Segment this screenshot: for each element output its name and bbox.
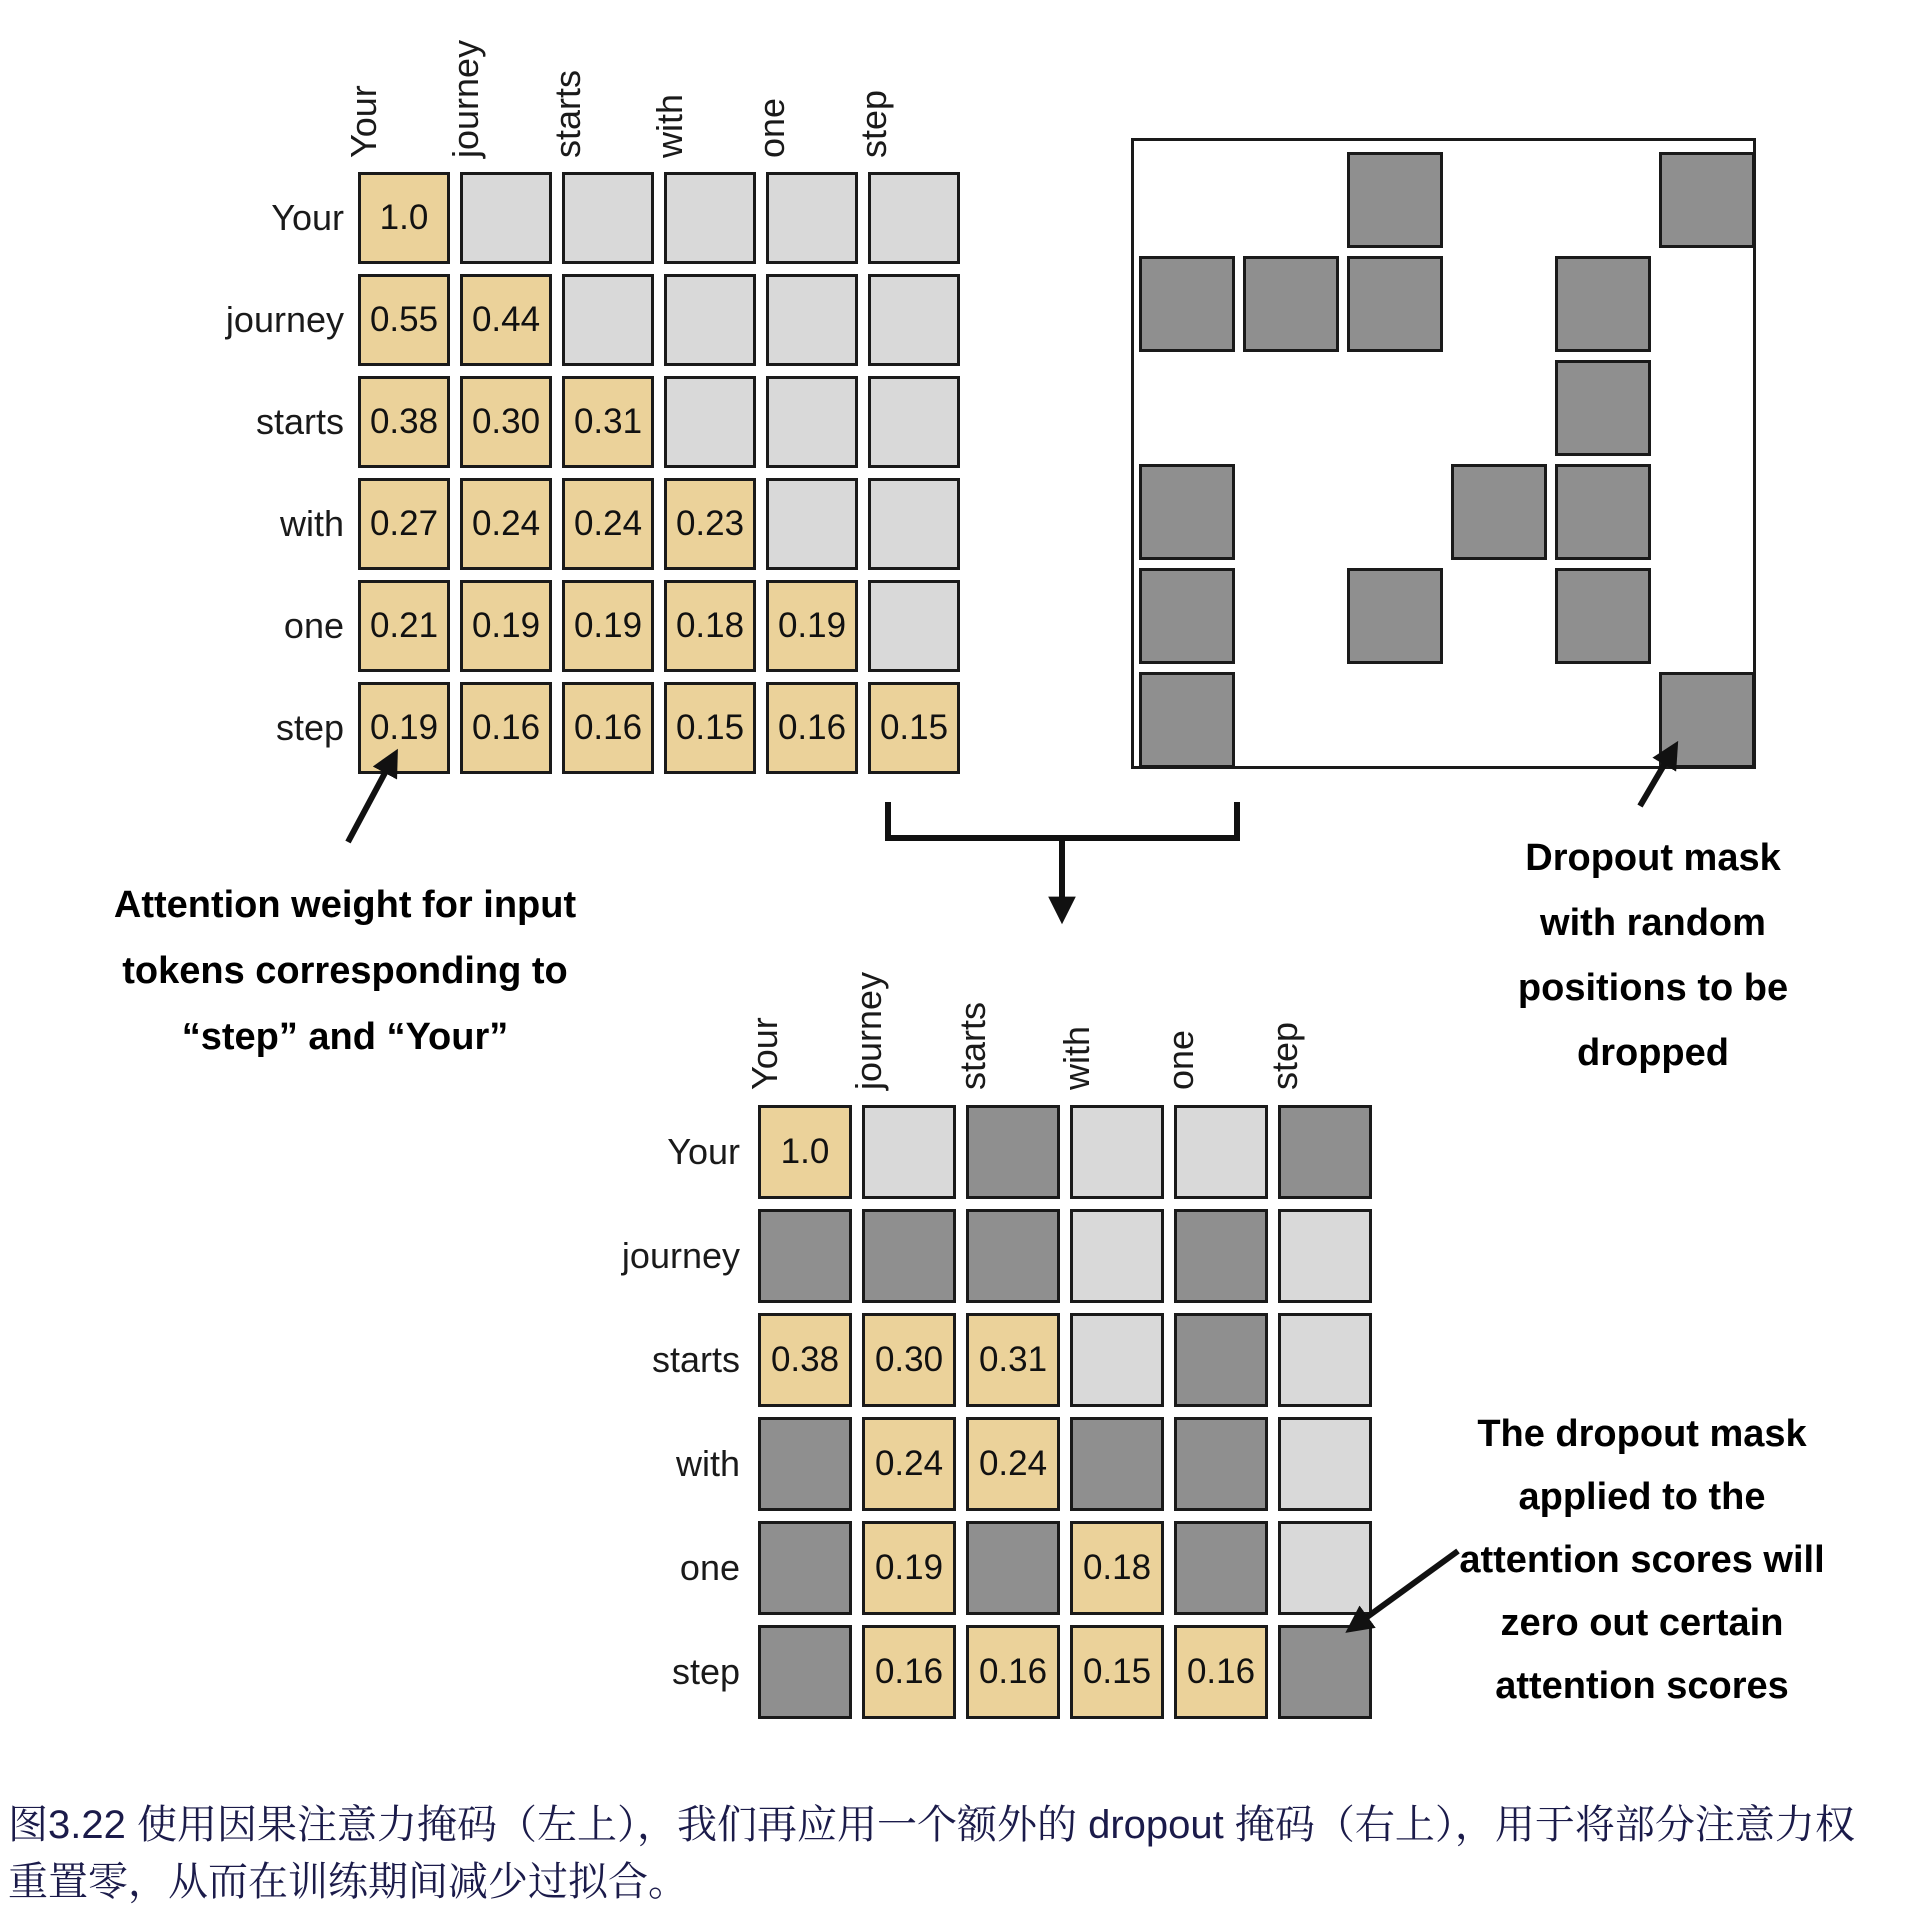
- matrix-cell-your-step: [868, 172, 960, 264]
- annotation-applied-line-1: The dropout mask: [1477, 1413, 1807, 1455]
- row-label-one: one: [283, 605, 344, 646]
- dropout-cell-r4-c0: [1139, 568, 1235, 664]
- column-label-with: with: [1056, 1025, 1097, 1090]
- annotation-applied-line-3: attention scores will: [1459, 1539, 1825, 1581]
- dropout-cell-r5-c0: [1139, 672, 1235, 768]
- dropout-cell-r1-c2: [1347, 256, 1443, 352]
- matrix-cell-with-starts: 0.24: [562, 478, 654, 570]
- matrix-cell-your-one: [1174, 1105, 1268, 1199]
- matrix-cell-with-step: [1278, 1417, 1372, 1511]
- matrix-cell-journey-step: [1278, 1209, 1372, 1303]
- matrix-cell-step-starts: 0.16: [562, 682, 654, 774]
- row-label-with: with: [675, 1443, 740, 1484]
- row-label-journey: journey: [621, 1235, 740, 1276]
- applied-mask-annotation: [1407, 1403, 1877, 1718]
- dropout-cell-r4-c4: [1555, 568, 1651, 664]
- matrix-cell-journey-your: [758, 1209, 852, 1303]
- row-label-your: Your: [667, 1131, 740, 1172]
- matrix-cell-your-journey: [862, 1105, 956, 1199]
- annotation-dropout-line-1: Dropout mask: [1525, 837, 1781, 879]
- column-label-your: Your: [343, 85, 384, 158]
- matrix-cell-with-step: [868, 478, 960, 570]
- matrix-cell-your-your: 1.0: [758, 1105, 852, 1199]
- annotation-dropout-line-2: with random: [1540, 902, 1766, 944]
- matrix-cell-step-with: 0.15: [664, 682, 756, 774]
- dropout-cell-r1-c1: [1243, 256, 1339, 352]
- row-label-journey: journey: [225, 299, 344, 340]
- matrix-cell-with-one: [1174, 1417, 1268, 1511]
- matrix-cell-one-starts: 0.19: [562, 580, 654, 672]
- column-label-with: with: [649, 93, 690, 158]
- dropout-mask-annotation: [1423, 826, 1883, 1086]
- annotation-attention-line-1: Attention weight for input: [113, 884, 577, 926]
- annotation-applied-line-4: zero out certain: [1500, 1602, 1784, 1644]
- matrix-cell-starts-your: 0.38: [358, 376, 450, 468]
- dropout-cell-r2-c4: [1555, 360, 1651, 456]
- matrix-cell-starts-step: [868, 376, 960, 468]
- row-label-with: with: [279, 503, 344, 544]
- matrix-cell-journey-journey: [862, 1209, 956, 1303]
- dropout-mask-box: [1131, 138, 1756, 769]
- row-label-your: Your: [271, 197, 344, 238]
- column-label-step: step: [1264, 1021, 1305, 1090]
- matrix-cell-your-starts: [562, 172, 654, 264]
- matrix-cell-with-journey: 0.24: [460, 478, 552, 570]
- dropout-cell-r1-c0: [1139, 256, 1235, 352]
- matrix-cell-step-journey: 0.16: [862, 1625, 956, 1719]
- matrix-cell-one-starts: [966, 1521, 1060, 1615]
- matrix-cell-one-step: [868, 580, 960, 672]
- attention-weight-annotation: [85, 872, 605, 1070]
- matrix-cell-with-your: [758, 1417, 852, 1511]
- annotation-attention-line-2: tokens corresponding to: [122, 950, 568, 992]
- column-label-one: one: [1160, 1029, 1201, 1090]
- matrix-cell-with-with: [1070, 1417, 1164, 1511]
- matrix-cell-one-one: 0.19: [766, 580, 858, 672]
- matrix-cell-starts-journey: 0.30: [862, 1313, 956, 1407]
- column-label-step: step: [853, 89, 894, 158]
- matrix-cell-one-your: 0.21: [358, 580, 450, 672]
- matrix-cell-step-journey: 0.16: [460, 682, 552, 774]
- matrix-cell-journey-with: [664, 274, 756, 366]
- annotation-dropout-line-3: positions to be: [1517, 967, 1789, 1009]
- column-label-your: Your: [744, 1017, 785, 1090]
- matrix-cell-with-with: 0.23: [664, 478, 756, 570]
- dropout-cell-r3-c3: [1451, 464, 1547, 560]
- matrix-cell-your-with: [1070, 1105, 1164, 1199]
- matrix-cell-one-journey: 0.19: [862, 1521, 956, 1615]
- matrix-cell-with-one: [766, 478, 858, 570]
- matrix-cell-step-step: [1278, 1625, 1372, 1719]
- matrix-cell-journey-step: [868, 274, 960, 366]
- row-label-starts: starts: [651, 1339, 740, 1380]
- row-label-starts: starts: [255, 401, 344, 442]
- matrix-cell-starts-your: 0.38: [758, 1313, 852, 1407]
- dropout-cell-r3-c4: [1555, 464, 1651, 560]
- matrix-cell-step-your: 0.19: [358, 682, 450, 774]
- matrix-cell-journey-one: [1174, 1209, 1268, 1303]
- matrix-cell-journey-starts: [562, 274, 654, 366]
- matrix-cell-step-with: 0.15: [1070, 1625, 1164, 1719]
- column-label-one: one: [751, 97, 792, 158]
- matrix-cell-one-your: [758, 1521, 852, 1615]
- matrix-cell-journey-journey: 0.44: [460, 274, 552, 366]
- dropout-cell-r1-c4: [1555, 256, 1651, 352]
- matrix-cell-journey-with: [1070, 1209, 1164, 1303]
- dropout-cell-r5-c5: [1659, 672, 1755, 768]
- matrix-cell-one-step: [1278, 1521, 1372, 1615]
- row-label-step: step: [671, 1651, 740, 1692]
- matrix-cell-step-step: 0.15: [868, 682, 960, 774]
- matrix-cell-your-starts: [966, 1105, 1060, 1199]
- row-label-one: one: [679, 1547, 740, 1588]
- matrix-cell-journey-one: [766, 274, 858, 366]
- column-label-starts: starts: [952, 1001, 993, 1090]
- matrix-cell-your-your: 1.0: [358, 172, 450, 264]
- matrix-cell-one-one: [1174, 1521, 1268, 1615]
- matrix-cell-starts-starts: 0.31: [562, 376, 654, 468]
- matrix-cell-starts-journey: 0.30: [460, 376, 552, 468]
- matrix-cell-starts-step: [1278, 1313, 1372, 1407]
- combine-bracket: [888, 802, 1237, 838]
- caption-line-2: 重置零，从而在训练期间减少过拟合。: [8, 1860, 688, 1904]
- matrix-cell-step-your: [758, 1625, 852, 1719]
- dropout-cell-r0-c2: [1347, 152, 1443, 248]
- annotation-attention-line-3: “step” and “Your”: [181, 1016, 509, 1058]
- dropout-cell-r0-c5: [1659, 152, 1755, 248]
- matrix-cell-one-with: 0.18: [664, 580, 756, 672]
- matrix-cell-your-one: [766, 172, 858, 264]
- matrix-cell-with-your: 0.27: [358, 478, 450, 570]
- matrix-cell-step-one: 0.16: [766, 682, 858, 774]
- matrix-cell-step-one: 0.16: [1174, 1625, 1268, 1719]
- dropout-cell-r4-c2: [1347, 568, 1443, 664]
- annotation-dropout-line-4: dropped: [1577, 1032, 1729, 1074]
- matrix-cell-journey-your: 0.55: [358, 274, 450, 366]
- matrix-cell-starts-with: [1070, 1313, 1164, 1407]
- annotation-applied-line-5: attention scores: [1495, 1665, 1789, 1707]
- matrix-cell-starts-one: [1174, 1313, 1268, 1407]
- caption-line-1: 图3.22 使用因果注意力掩码（左上），我们再应用一个额外的 dropout 掩码（右上），用于将部分注意力权: [8, 1803, 1855, 1847]
- matrix-cell-step-starts: 0.16: [966, 1625, 1060, 1719]
- column-label-journey: journey: [848, 971, 889, 1090]
- matrix-cell-one-journey: 0.19: [460, 580, 552, 672]
- annotation-applied-line-2: applied to the: [1518, 1476, 1766, 1518]
- column-label-starts: starts: [547, 69, 588, 158]
- matrix-cell-your-journey: [460, 172, 552, 264]
- matrix-cell-your-step: [1278, 1105, 1372, 1199]
- matrix-cell-starts-with: [664, 376, 756, 468]
- dropout-cell-r3-c0: [1139, 464, 1235, 560]
- row-label-step: step: [275, 707, 344, 748]
- matrix-cell-your-with: [664, 172, 756, 264]
- matrix-cell-with-starts: 0.24: [966, 1417, 1060, 1511]
- matrix-cell-journey-starts: [966, 1209, 1060, 1303]
- figure-caption: [8, 1797, 1913, 1911]
- matrix-cell-starts-starts: 0.31: [966, 1313, 1060, 1407]
- matrix-cell-starts-one: [766, 376, 858, 468]
- matrix-cell-one-with: 0.18: [1070, 1521, 1164, 1615]
- column-label-journey: journey: [445, 39, 486, 158]
- matrix-cell-with-journey: 0.24: [862, 1417, 956, 1511]
